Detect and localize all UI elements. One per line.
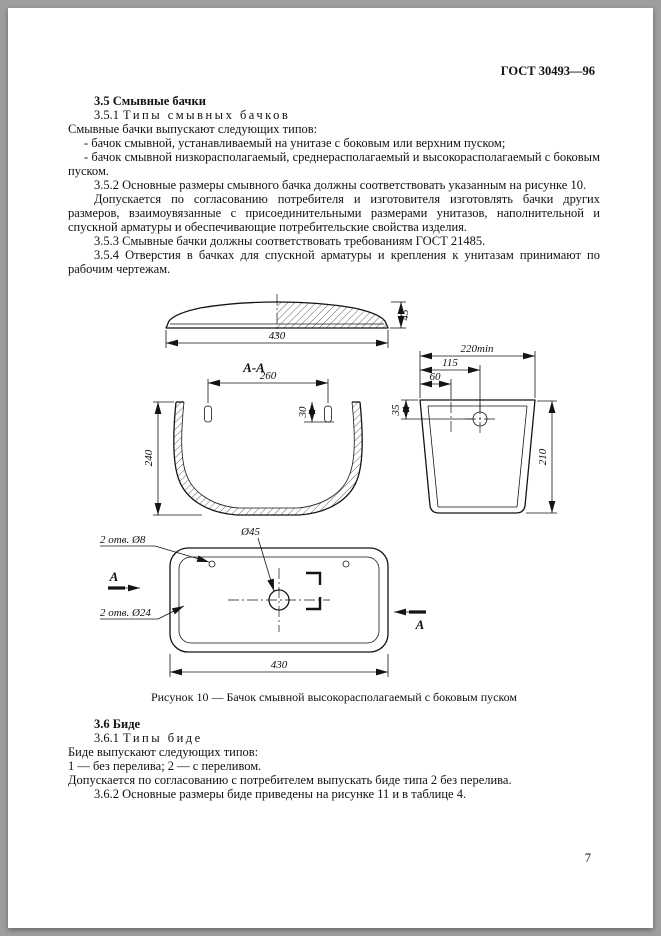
figure-10-drawing <box>98 280 598 684</box>
paragraph-bide-allow: Допускается по согласованию с потребителем выпускать биде типа 2 без перелива. <box>68 773 512 787</box>
heading-3-5-1 <box>68 108 600 122</box>
dim-hole-spacing: 260 <box>259 370 277 382</box>
dim-lid-width: 430 <box>268 330 286 342</box>
clause-number: 3.6.1 <box>94 731 119 745</box>
side-view <box>390 343 557 513</box>
paragraph-bide-intro: Биде выпускают следующих типов: <box>68 745 259 759</box>
label-holes-large: 2 отв. Ø24 <box>100 607 151 619</box>
plan-outer-outline <box>170 548 388 652</box>
cut-step-mark-upper <box>306 573 320 585</box>
document-page <box>8 8 653 928</box>
dim-depth-min: 220min <box>460 343 494 355</box>
plan-small-hole-left <box>209 561 215 567</box>
dim-front-height: 240 <box>143 449 155 467</box>
mounting-slot-right <box>325 406 332 422</box>
tank-wall-hatch <box>174 402 363 515</box>
paragraph-bide-types: 1 — без перелива; 2 — с переливом. <box>68 759 262 773</box>
paragraph-3-5-4: 3.5.4 Отверстия в бачках для спускной арматуры и крепления к унитазам принимают по рабочим чертежам. <box>68 248 600 276</box>
paragraph-3-5-3: 3.5.3 Смывные бачки должны соответствовать требованиям ГОСТ 21485. <box>94 234 486 248</box>
paragraph-3-5-2: 3.5.2 Основные размеры смывного бачка должны соответствовать указанным на рисунке 10. <box>94 178 587 192</box>
side-inner-lines <box>428 406 527 507</box>
dim-lid-height: 45 <box>399 309 411 321</box>
list-item: - бачок смывной низкорасполагаемый, среднерасполагаемый и высокорасполагаемый с боковым пуском. <box>68 150 600 178</box>
figure-caption: Рисунок 10 — Бачок смывной высокорасполагаемый с боковым пуском <box>150 690 518 704</box>
paragraph-types-intro: Смывные бачки выпускают следующих типов: <box>68 122 318 136</box>
heading-3-5: 3.5 Смывные бачки <box>94 94 206 108</box>
document-body <box>68 94 600 801</box>
label-holes-small: 2 отв. Ø8 <box>100 534 146 546</box>
cut-step-mark-lower <box>306 597 320 609</box>
dim-side-height: 210 <box>537 448 549 466</box>
section-3-6 <box>68 717 600 801</box>
heading-3-6: 3.6 Биде <box>94 717 141 731</box>
plan-small-hole-right <box>343 561 349 567</box>
paragraph-3-6-2: 3.6.2 Основные размеры биде приведены на рисунке 11 и в таблице 4. <box>94 787 467 801</box>
leader-holes-large <box>158 606 184 619</box>
plan-view <box>100 526 426 677</box>
paragraph-3-5-2b: Допускается по согласованию потребителя и изготовителя изготовлять бачки других размеров, взаимоувязанные с присоединительными размерами унитазов, наполнительной и спускной арматуры и обеспечивающие потребительские свойства изделия. <box>68 192 600 234</box>
section-a-a-label: А-А <box>243 360 265 375</box>
leader-center-hole <box>258 538 274 591</box>
doc-number: ГОСТ 30493—96 <box>500 64 595 78</box>
label-center-hole-dia: Ø45 <box>241 526 260 538</box>
figure-10 <box>68 280 600 704</box>
lid-top-view <box>166 294 411 348</box>
heading-3-6-1 <box>68 731 600 745</box>
dim-offset-60: 60 <box>429 371 441 383</box>
cut-letter-left: А <box>109 569 119 584</box>
clause-number: 3.5.1 <box>94 108 119 122</box>
mounting-slot-left <box>205 406 212 422</box>
dim-plan-width: 430 <box>270 659 288 671</box>
dim-hole-depth: 30 <box>297 406 309 418</box>
list-item: - бачок смывной, устанавливаемый на унитазе с боковым или верхним пуском; <box>84 136 506 150</box>
dim-offset-115: 115 <box>442 357 458 369</box>
page-number: 7 <box>584 851 591 865</box>
clause-title: Типы смывных бачков <box>123 108 291 122</box>
tank-inner-outline <box>182 402 355 508</box>
cut-letter-right: А <box>415 617 425 632</box>
dim-top-to-hole: 35 <box>390 404 402 416</box>
clause-title: Типы биде <box>123 731 203 745</box>
front-section-view <box>143 370 362 515</box>
